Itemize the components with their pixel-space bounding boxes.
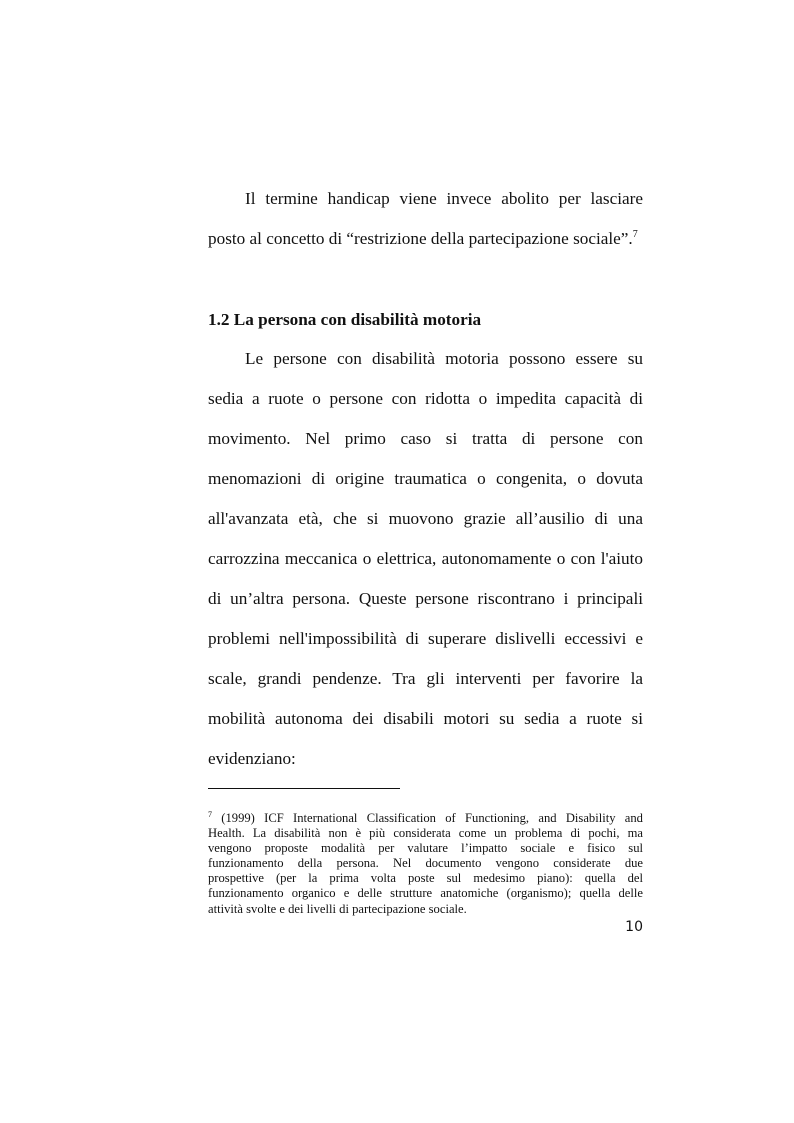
body-line: sedia a ruote o persone con ridotta o impedita capacità di [208, 389, 643, 408]
body-line: scale, grandi pendenze. Tra gli interventi per favorire la [208, 669, 643, 688]
footnote-line: Health. La disabilità non è più considerata come un problema di pochi, ma [208, 826, 643, 840]
body-line: Le persone con disabilità motoria possono essere su [245, 349, 643, 368]
section-heading: 1.2 La persona con disabilità motoria [208, 310, 482, 329]
body-line: menomazioni di origine traumatica o congenita, o dovuta [208, 469, 643, 488]
body-line: all'avanzata età, che si muovono grazie all’ausilio di una [208, 509, 643, 528]
intro-line-text: posto al concetto di “restrizione della partecipazione sociale”. [208, 229, 633, 248]
intro-line: Il termine handicap viene invece abolito per lasciare [245, 189, 643, 208]
footnote-reference: 7 [632, 229, 638, 240]
footnote-line: attività svolte e dei livelli di partecipazione sociale. [208, 902, 467, 916]
body-line: carrozzina meccanica o elettrica, autonomamente o con l'aiuto [208, 549, 643, 568]
body-line: mobilità autonoma dei disabili motori su sedia a ruote si [208, 709, 643, 728]
footnote-line: funzionamento organico e delle strutture anatomiche (organismo); quella delle [208, 886, 643, 900]
body-line: evidenziano: [208, 749, 296, 768]
footnote-line-with-number [208, 811, 643, 827]
intro-line-with-ref [208, 229, 643, 249]
page-number: 10 [625, 919, 643, 935]
footnote-line: funzionamento della persona. Nel documento vengono considerate due [208, 856, 643, 870]
body-line: movimento. Nel primo caso si tratta di persone con [208, 429, 643, 448]
footnote-text: (1999) ICF International Classification of Functioning, and Disability and [221, 811, 643, 825]
footnote-line: prospettive (per la prima volta poste sul medesimo piano): quella del [208, 871, 643, 885]
body-line: problemi nell'impossibilità di superare dislivelli eccessivi e [208, 629, 643, 648]
body-line: di un’altra persona. Queste persone riscontrano i principali [208, 589, 643, 608]
footnote-line: vengono proposte modalità per valutare l’impatto sociale e fisico sul [208, 841, 643, 855]
footnote-number: 7 [208, 810, 212, 819]
footnote-separator [208, 788, 400, 789]
